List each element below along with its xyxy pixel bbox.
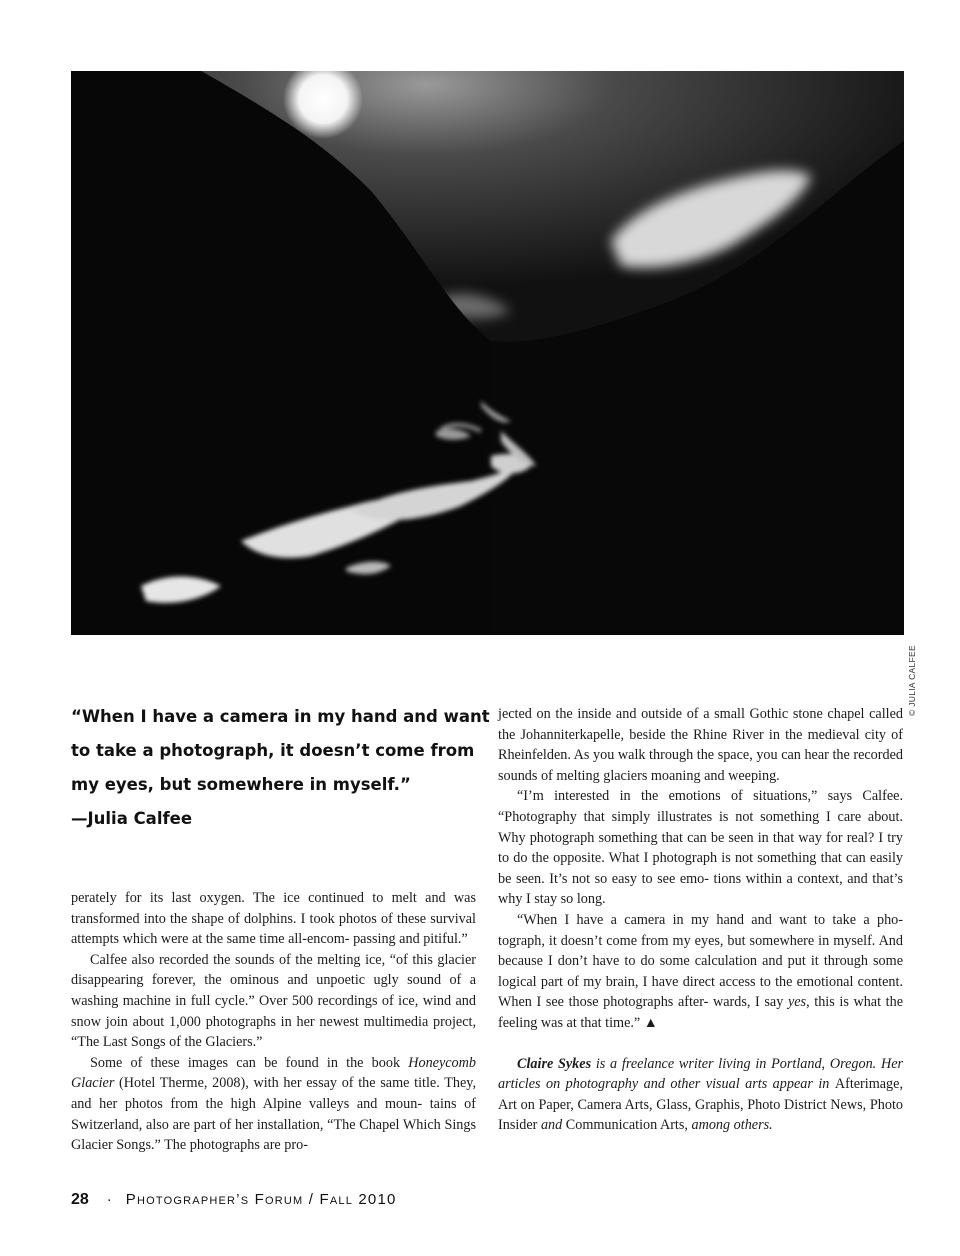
pull-quote-attribution: —Julia Calfee	[71, 809, 193, 828]
paragraph: “I’m interested in the emotions of situations,” says Calfee. “Photography that simply illustrates is not something I care about. Why photograph something that can be seen in that way for real? I try to do the opposite. What I photograph is not something that can easily be seen. It’s not so easy to see emo- tions within a context, and that’s why I stay so long.	[498, 788, 903, 908]
right-column	[498, 704, 903, 1136]
author-bio: Claire Sykes is a freelance writer living in Portland, Oregon. Her articles on photography and other visual arts appear in Afterimage, Art on Paper, Camera Arts, Glass, Graphis, Photo District News, Photo Insider and Communication Arts, among others.	[498, 1055, 904, 1134]
paragraph: Calfee also recorded the sounds of the melting ice, “of this glacier disappearing forever, the ominous and unpoetic ugly sound of a washing machine in full cycle.” Over 500 recordings of ice, wind and snow join about 1,000 photographs in her newest multimedia project, “The Last Songs of the Glaciers.”	[71, 951, 476, 1051]
landscape-photo-icon	[71, 71, 904, 635]
pull-quote-line: my eyes, but somewhere in myself.”	[71, 775, 411, 794]
pull-quote-line: to take a photograph, it doesn’t come from	[71, 741, 475, 760]
landscape-photo	[71, 71, 904, 635]
pull-quote-line: “When I have a camera in my hand and want	[71, 707, 490, 726]
emphasis: yes	[787, 994, 807, 1011]
footer-separator: ·	[106, 1191, 112, 1208]
page-number: 28	[71, 1191, 89, 1208]
paragraph: jected on the inside and outside of a small Gothic stone chapel called the Johanniterkapelle, beside the Rhine River in the medieval city of Rheinfelden. As you walk through the space, you can hear the recorded sounds of melting glaciers moaning and weeping.	[498, 706, 903, 784]
paragraph: “When I have a camera in my hand and want to take a pho- tograph, it doesn’t come from my eyes, but somewhere in myself. And because I don’t have to do some calculation and put it through some logical part of my brain, I have direct access to the emotional content. When I see those photographs after- wards, I say yes, this is what the feeling was at that time.” ▲	[498, 911, 904, 1031]
paragraph: Some of these images can be found in the book Honeycomb Glacier (Hotel Therme, 2008), with her essay of the same title. They, and her photos from the high Alpine valleys and moun- tains of Switzerland, also are part of her installation, “The Chapel Which Sings Glacier Songs.” The photographs are pro-	[71, 1054, 476, 1154]
left-column	[71, 888, 476, 1156]
magazine-name: Photographer’s Forum / Fall 2010	[125, 1191, 397, 1208]
author-name: Claire Sykes	[517, 1055, 592, 1072]
paragraph: perately for its last oxygen. The ice continued to melt and was transformed into the shape of dolphins. I took photos of these survival attempts which were at the same time all-encom- passing and pitiful.”	[71, 890, 476, 948]
page-footer	[71, 1191, 397, 1209]
pull-quote	[71, 700, 490, 836]
book-title: Honeycomb Glacier	[71, 1054, 476, 1092]
photo-credit: © JULIA CALFEE	[907, 645, 917, 716]
